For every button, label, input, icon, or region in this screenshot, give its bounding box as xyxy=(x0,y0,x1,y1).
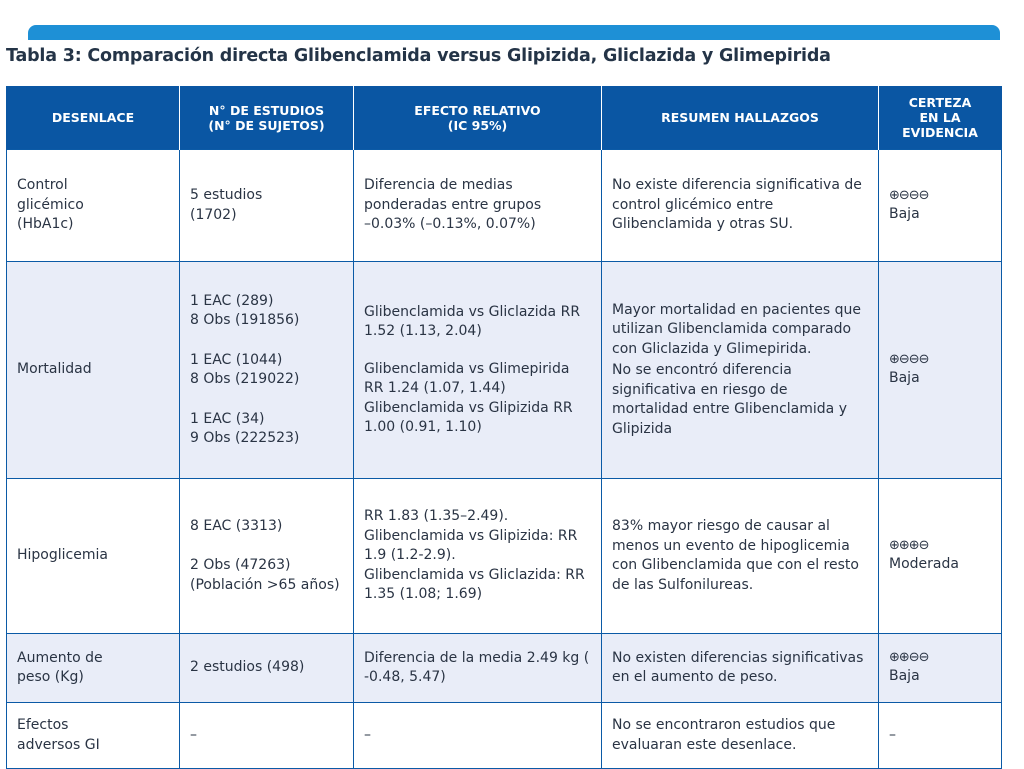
cell-estudios: 5 estudios (1702) xyxy=(180,150,354,262)
table-row-aumento-peso xyxy=(7,634,1002,703)
cell-desenlace: Mortalidad xyxy=(7,262,180,479)
cell-efecto: RR 1.83 (1.35–2.49). Glibenclamida vs Glipizida: RR 1.9 (1.2-2.9). Glibenclamida vs Gliclazida: RR 1.35 (1.08; 1.69) xyxy=(354,479,602,634)
cell-resumen: 83% mayor riesgo de causar al menos un evento de hipoglicemia con Glibenclamida que con el resto de las Sulfonilureas. xyxy=(602,479,879,634)
cell-desenlace: Hipoglicemia xyxy=(7,479,180,634)
cell-estudios: 2 estudios (498) xyxy=(180,634,354,703)
table-header-row xyxy=(7,86,1002,150)
cell-resumen: No existe diferencia significativa de control glicémico entre Glibenclamida y otras SU. xyxy=(602,150,879,262)
cell-efecto: Diferencia de la media 2.49 kg ( -0.48, 5.47) xyxy=(354,634,602,703)
cell-efecto: – xyxy=(354,703,602,769)
cell-estudios: – xyxy=(180,703,354,769)
table-row-control-glicemico xyxy=(7,150,1002,262)
cell-certeza: ⊕⊖⊖⊖ Baja xyxy=(879,262,1002,479)
cell-resumen: No se encontraron estudios que evaluaran este desenlace. xyxy=(602,703,879,769)
table-row-hipoglicemia xyxy=(7,479,1002,634)
cell-efecto: Glibenclamida vs Gliclazida RR 1.52 (1.13, 2.04) Glibenclamida vs Glimepirida RR 1.24 (1.07, 1.44) Glibenclamida vs Glipizida RR 1.00 (0.91, 1.10) xyxy=(354,262,602,479)
certainty-rating-icon: ⊕⊖⊖⊖ xyxy=(889,352,929,368)
cell-certeza: ⊕⊕⊕⊖ Moderada xyxy=(879,479,1002,634)
cell-estudios: 1 EAC (289) 8 Obs (191856) 1 EAC (1044) 8 Obs (219022) 1 EAC (34) 9 Obs (222523) xyxy=(180,262,354,479)
header-estudios: N° DE ESTUDIOS (N° DE SUJETOS) xyxy=(180,86,354,150)
header-efecto: EFECTO RELATIVO (IC 95%) xyxy=(354,86,602,150)
page-title: Tabla 3: Comparación directa Glibenclamida versus Glipizida, Gliclazida y Glimepirida xyxy=(6,46,831,66)
table-row-mortalidad xyxy=(7,262,1002,479)
cell-certeza: ⊕⊕⊖⊖ Baja xyxy=(879,634,1002,703)
cell-desenlace: Control glicémico (HbA1c) xyxy=(7,150,180,262)
header-certeza: CERTEZA EN LA EVIDENCIA xyxy=(879,86,1002,150)
certainty-rating-icon: ⊕⊕⊕⊖ xyxy=(889,538,929,554)
certainty-rating-icon: ⊕⊖⊖⊖ xyxy=(889,187,929,203)
header-desenlace: DESENLACE xyxy=(7,86,180,150)
cell-resumen: No existen diferencias significativas en el aumento de peso. xyxy=(602,634,879,703)
cell-resumen: Mayor mortalidad en pacientes que utilizan Glibenclamida comparado con Gliclazida y Glimepirida. No se encontró diferencia significativa en riesgo de mortalidad entre Glibenclamida y Glipizida xyxy=(602,262,879,479)
cell-desenlace: Efectos adversos GI xyxy=(7,703,180,769)
table-row-efectos-adversos xyxy=(7,703,1002,769)
comparison-table xyxy=(6,86,1002,769)
cell-estudios: 8 EAC (3313) 2 Obs (47263) (Población >65 años) xyxy=(180,479,354,634)
cell-certeza: – xyxy=(879,703,1002,769)
certainty-rating-icon: ⊕⊕⊖⊖ xyxy=(889,650,929,666)
cell-certeza: ⊕⊖⊖⊖ Baja xyxy=(879,150,1002,262)
header-accent-bar xyxy=(28,25,1000,40)
header-resumen: RESUMEN HALLAZGOS xyxy=(602,86,879,150)
cell-desenlace: Aumento de peso (Kg) xyxy=(7,634,180,703)
cell-efecto: Diferencia de medias ponderadas entre grupos –0.03% (–0.13%, 0.07%) xyxy=(354,150,602,262)
